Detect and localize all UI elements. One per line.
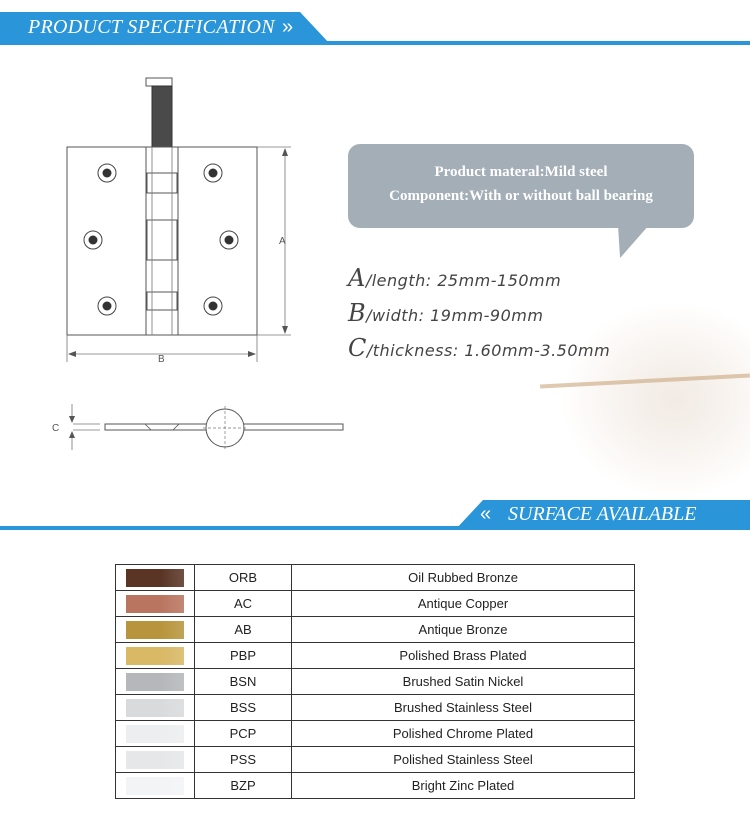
finish-code: ORB [195,565,292,591]
finish-name: Polished Stainless Steel [292,747,635,773]
swatch-cell [116,773,195,799]
table-row [116,721,635,747]
swatch-cell [116,565,195,591]
spec-width: B/width: 19mm-90mm [348,299,544,327]
swatch-cell [116,617,195,643]
finish-code: AB [195,617,292,643]
finish-name: Antique Bronze [292,617,635,643]
table-row [116,591,635,617]
finish-code: BSN [195,669,292,695]
hinge-drawing [45,70,355,470]
dimension-c-label: C [52,423,60,434]
spec-thickness: C/thickness: 1.60mm-3.50mm [348,334,611,362]
section-title: SURFACE AVAILABLE [508,503,697,525]
table-row [116,747,635,773]
finish-swatch [126,569,184,587]
finish-code: PBP [195,643,292,669]
swatch-cell [116,695,195,721]
section-title: PRODUCT SPECIFICATION [28,16,275,38]
spec-length: A/length: 25mm-150mm [348,264,562,292]
finish-code: BZP [195,773,292,799]
surface-table [115,564,635,799]
table-row [116,695,635,721]
table-row [116,773,635,799]
finish-swatch [126,725,184,743]
finish-name: Antique Copper [292,591,635,617]
table-row [116,565,635,591]
chevron-left-icon: « [480,503,492,525]
finish-swatch [126,673,184,691]
material-bubble [348,144,694,228]
finish-swatch [126,777,184,795]
dimension-b-label: B [158,354,165,365]
finish-name: Brushed Satin Nickel [292,669,635,695]
swatch-cell [116,643,195,669]
swatch-cell [116,721,195,747]
finish-name: Polished Brass Plated [292,643,635,669]
material-text: Product materal:Mild steel [434,164,608,180]
finish-swatch [126,751,184,769]
table-row [116,643,635,669]
finish-code: BSS [195,695,292,721]
chevron-right-icon: » [282,16,294,38]
surface-available-banner [0,500,750,530]
swatch-cell [116,747,195,773]
table-row [116,617,635,643]
swatch-cell [116,669,195,695]
swatch-cell [116,591,195,617]
finish-code: PCP [195,721,292,747]
finish-name: Polished Chrome Plated [292,721,635,747]
table-row [116,669,635,695]
hand-graphic [560,300,750,500]
component-text: Component:With or without ball bearing [389,188,653,204]
finish-name: Oil Rubbed Bronze [292,565,635,591]
dimension-a-label: A [279,236,286,247]
product-specification-banner [0,12,750,44]
finish-name: Bright Zinc Plated [292,773,635,799]
bubble-tail [602,224,650,258]
finish-code: AC [195,591,292,617]
finish-swatch [126,621,184,639]
finish-swatch [126,699,184,717]
finish-code: PSS [195,747,292,773]
finish-swatch [126,647,184,665]
finish-swatch [126,595,184,613]
finish-name: Brushed Stainless Steel [292,695,635,721]
